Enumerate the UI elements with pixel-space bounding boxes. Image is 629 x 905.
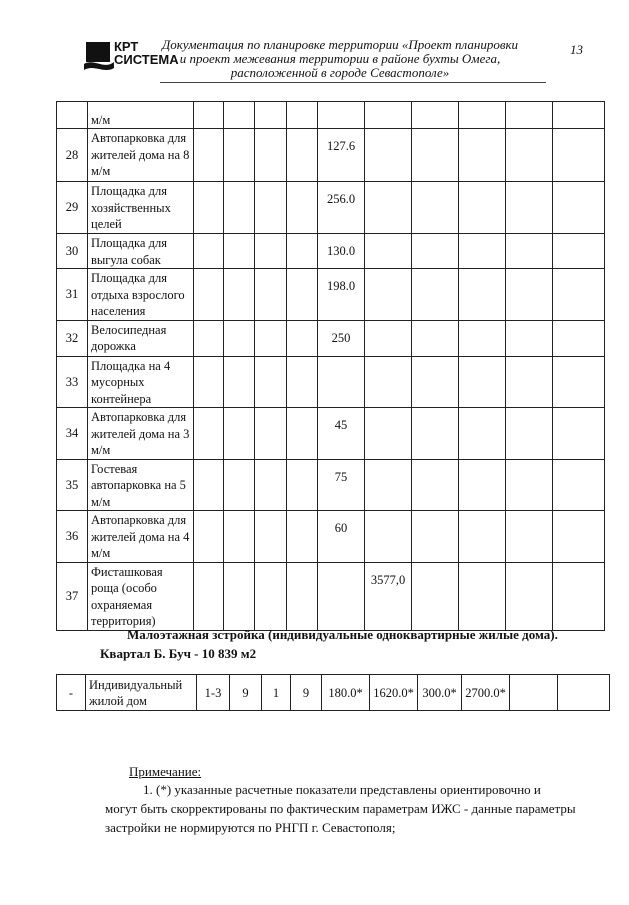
row-number: 31	[57, 269, 88, 321]
table-cell	[365, 269, 412, 321]
table-cell	[412, 269, 459, 321]
document-title-line: расположенной в городе Севастополе»	[230, 65, 450, 80]
table-cell	[224, 269, 255, 321]
row-name-line: Автопарковка для	[91, 513, 187, 527]
row-number: 36	[57, 511, 88, 563]
table-cell	[255, 269, 287, 321]
row-area-value	[318, 562, 365, 630]
table-row	[57, 269, 605, 321]
table-cell	[194, 459, 224, 511]
row-name-line: дорожка	[91, 339, 136, 353]
row-number: 30	[57, 234, 88, 269]
table-row	[57, 234, 605, 269]
table-cell	[194, 408, 224, 460]
company-logo	[84, 39, 179, 74]
table-row	[57, 675, 610, 711]
row-name	[86, 675, 197, 711]
row-name-line: Площадка для	[91, 271, 167, 285]
table-cell	[224, 459, 255, 511]
table-cell	[412, 234, 459, 269]
row-name-line: целей	[91, 217, 122, 231]
table-cell	[365, 320, 412, 356]
table-cell	[553, 182, 605, 234]
table-cell: 180.0*	[322, 675, 370, 711]
row-area-value: 127.6	[318, 129, 365, 182]
table-cell	[224, 562, 255, 630]
section-subtitle: Квартал Б. Буч - 10 839 м2	[100, 646, 257, 661]
table-cell	[510, 675, 558, 711]
row-name-line: мусорных	[91, 375, 145, 389]
row-area-value: 198.0	[318, 269, 365, 321]
table-cell	[506, 102, 553, 129]
table-cell	[224, 102, 255, 129]
table-cell	[412, 102, 459, 129]
table-cell	[318, 102, 365, 129]
row-number: 28	[57, 129, 88, 182]
note-line: могут быть скорректированы по фактическим параметрам ИЖС - данные параметры	[105, 801, 576, 816]
row-name	[88, 511, 194, 563]
row-name-line: м/м	[91, 494, 111, 509]
table-cell	[224, 511, 255, 563]
row-area-value: 250	[318, 320, 365, 356]
table-cell	[412, 408, 459, 460]
table-cell	[255, 129, 287, 182]
row-name	[88, 269, 194, 321]
row-name	[88, 459, 194, 511]
row-name-line: Фисташковая	[91, 564, 163, 579]
row-name-line: жителей дома на 8	[91, 147, 190, 162]
row-name-line: Гостевая	[91, 461, 138, 476]
housing-table	[56, 674, 610, 711]
table-cell	[365, 182, 412, 234]
table-cell	[194, 562, 224, 630]
table-cell	[365, 129, 412, 182]
table-cell	[194, 320, 224, 356]
table-cell	[553, 459, 605, 511]
table-cell	[224, 408, 255, 460]
table-cell	[194, 102, 224, 129]
row-name-line: Индивидуальный	[89, 677, 183, 692]
table-cell	[287, 102, 318, 129]
row-name-line: жителей дома на 4	[91, 529, 190, 544]
table-cell	[287, 459, 318, 511]
table-cell	[287, 269, 318, 321]
row-area-value: 130.0	[318, 234, 365, 269]
row-name-line: жителей дома на 3	[91, 426, 190, 441]
row-number: 32	[57, 320, 88, 356]
row-area-value: 256.0	[318, 182, 365, 234]
table-cell: 9	[230, 675, 262, 711]
table-cell	[506, 269, 553, 321]
table-cell: 300.0*	[418, 675, 462, 711]
document-title-line: Документация по планировке территории «Проект планировки	[161, 37, 519, 52]
row-name-line: автопарковка на 5	[91, 478, 186, 492]
table-cell	[506, 562, 553, 630]
row-number: -	[57, 675, 86, 711]
table-cell	[553, 511, 605, 563]
table-cell	[412, 562, 459, 630]
table-cell	[553, 408, 605, 460]
row-name	[88, 408, 194, 460]
table-cell	[553, 129, 605, 182]
row-name	[88, 102, 194, 129]
planning-table-body	[57, 102, 605, 631]
table-cell	[287, 234, 318, 269]
table-cell: 2700.0*	[462, 675, 510, 711]
page-number: 13	[570, 42, 583, 57]
table-cell	[412, 129, 459, 182]
table-cell	[255, 459, 287, 511]
planning-table	[56, 101, 605, 631]
row-number: 29	[57, 182, 88, 234]
row-number: 34	[57, 408, 88, 460]
table-cell	[287, 562, 318, 630]
table-cell	[194, 511, 224, 563]
row-name-line: жилой дом	[89, 693, 147, 708]
table-cell	[553, 102, 605, 129]
table-cell	[459, 511, 506, 563]
table-cell	[255, 511, 287, 563]
table-row	[57, 459, 605, 511]
row-name-line: выгула собак	[91, 252, 161, 267]
row-name-line: отдыха взрослого	[91, 287, 185, 302]
table-cell	[224, 320, 255, 356]
row-name-line: Велосипедная	[91, 322, 167, 337]
table-row	[57, 320, 605, 356]
row-name-line: м/м	[91, 112, 111, 127]
row-name-line: м/м	[91, 546, 111, 560]
row-name-line: Площадка на 4	[91, 358, 171, 373]
row-name-line: м/м	[91, 164, 111, 178]
table-row	[57, 102, 605, 129]
row-name-line: роща (особо	[91, 581, 157, 595]
table-cell	[412, 182, 459, 234]
table-cell	[412, 320, 459, 356]
row-number: 35	[57, 459, 88, 511]
table-cell	[506, 234, 553, 269]
table-cell	[255, 562, 287, 630]
table-cell	[255, 408, 287, 460]
table-cell	[459, 182, 506, 234]
table-cell	[255, 102, 287, 129]
row-name	[88, 129, 194, 182]
row-name-line: Автопарковка для	[91, 410, 187, 424]
table-cell	[459, 408, 506, 460]
table-cell	[412, 356, 459, 408]
table-cell	[365, 408, 412, 460]
table-cell	[194, 129, 224, 182]
header-divider	[160, 82, 546, 83]
table-cell	[287, 182, 318, 234]
logo-text-bottom: СИСТЕМА	[114, 52, 179, 67]
table-cell	[255, 234, 287, 269]
table-cell	[506, 320, 553, 356]
table-cell	[365, 234, 412, 269]
table-cell	[287, 320, 318, 356]
row-name-line: хозяйственных	[91, 200, 171, 215]
table-cell	[412, 459, 459, 511]
table-cell	[224, 234, 255, 269]
row-area-value	[318, 356, 365, 408]
table-row	[57, 562, 605, 630]
table-cell	[365, 102, 412, 129]
row-area-value: 75	[318, 459, 365, 511]
table-cell	[365, 356, 412, 408]
table-cell	[224, 356, 255, 408]
table-cell	[459, 269, 506, 321]
table-cell	[459, 356, 506, 408]
row-name	[88, 356, 194, 408]
table-cell	[459, 102, 506, 129]
page-header	[0, 0, 629, 90]
table-cell	[224, 129, 255, 182]
logo-mark-icon	[84, 40, 114, 70]
table-cell	[459, 234, 506, 269]
table-cell	[506, 356, 553, 408]
table-cell	[553, 320, 605, 356]
row-area-value: 45	[318, 408, 365, 460]
table-cell	[287, 408, 318, 460]
table-cell	[194, 182, 224, 234]
row-name-line: охраняемая	[91, 597, 153, 612]
row-name-line: Автопарковка для	[91, 131, 187, 145]
table-cell	[553, 562, 605, 630]
table-cell	[506, 511, 553, 563]
table-cell	[57, 102, 88, 129]
table-cell	[553, 269, 605, 321]
table-cell: 1-3	[197, 675, 230, 711]
row-name-line: контейнера	[91, 391, 152, 406]
table-cell: 1	[262, 675, 291, 711]
note-line: 1. (*) указанные расчетные показатели представлены ориентировочно и	[143, 782, 541, 797]
table-row	[57, 129, 605, 182]
row-name	[88, 320, 194, 356]
row-name-line: Площадка для	[91, 184, 167, 198]
document-title-line: и проект межевания территории в районе бухты Омега,	[179, 51, 501, 66]
document-title	[160, 38, 520, 80]
note-title: Примечание:	[129, 764, 202, 779]
table-cell	[194, 269, 224, 321]
table-cell	[459, 459, 506, 511]
row-name-line: м/м	[91, 443, 111, 457]
row-number: 37	[57, 562, 88, 630]
table-cell	[459, 562, 506, 630]
table-row	[57, 511, 605, 563]
table-cell	[365, 459, 412, 511]
table-cell	[255, 182, 287, 234]
table-cell	[287, 129, 318, 182]
table-cell	[553, 356, 605, 408]
table-row	[57, 182, 605, 234]
table-cell	[506, 129, 553, 182]
row-name-line: населения	[91, 304, 146, 318]
row-name-line: Площадка для	[91, 236, 167, 250]
row-name-line: территория)	[91, 614, 156, 628]
row-name	[88, 234, 194, 269]
table-cell: 9	[291, 675, 322, 711]
row-number: 33	[57, 356, 88, 408]
table-cell	[255, 320, 287, 356]
table-cell	[194, 356, 224, 408]
table-cell	[255, 356, 287, 408]
row-name	[88, 562, 194, 630]
row-area-value-alt: 3577,0	[365, 562, 412, 630]
table-cell	[365, 511, 412, 563]
table-cell: 1620.0*	[370, 675, 418, 711]
table-cell	[287, 356, 318, 408]
table-cell	[506, 182, 553, 234]
row-area-value: 60	[318, 511, 365, 563]
table-cell	[224, 182, 255, 234]
table-cell	[287, 511, 318, 563]
table-cell	[459, 320, 506, 356]
table-cell	[558, 675, 610, 711]
logo-text-top: КРТ	[114, 39, 139, 54]
table-cell	[194, 234, 224, 269]
table-cell	[506, 459, 553, 511]
table-row	[57, 408, 605, 460]
table-cell	[553, 234, 605, 269]
table-row	[57, 356, 605, 408]
table-cell	[412, 511, 459, 563]
note-line: застройки не нормируются по РНГП г. Севастополя;	[105, 820, 396, 835]
row-name	[88, 182, 194, 234]
table-cell	[506, 408, 553, 460]
table-cell	[459, 129, 506, 182]
section-title: Малоэтажная зстройка (индивидуальные одноквартирные жилые дома).	[127, 627, 558, 642]
